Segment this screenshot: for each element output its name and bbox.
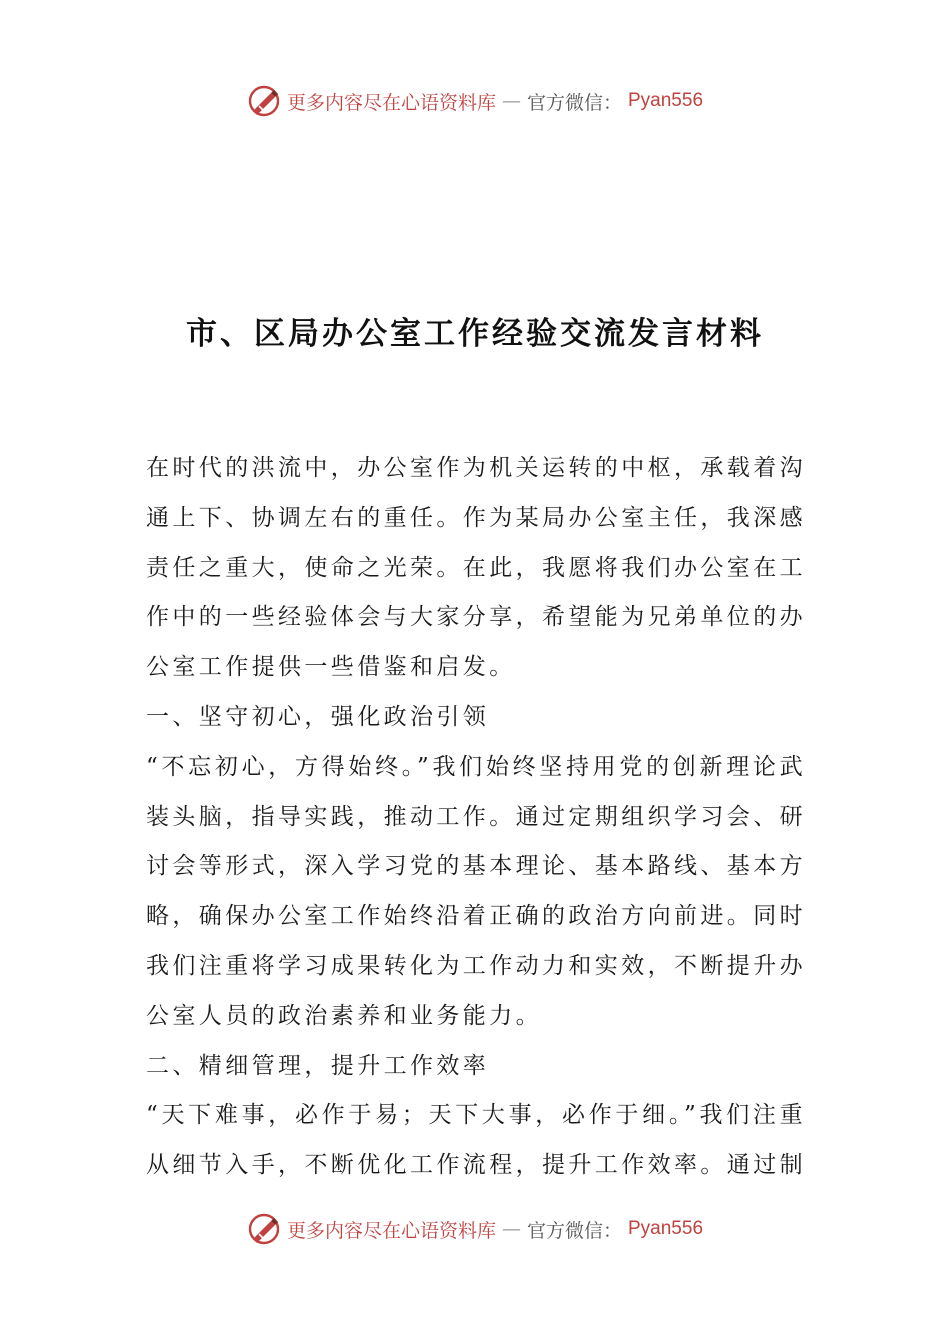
paragraph-section-2: “天下难事，必作于易；天下大事，必作于细。”我们注重从细节入手，不断优化工作流程，提升工作效率。通过制 [146,1102,806,1179]
watermark-sub-text: 官方微信： [526,91,622,114]
pen-logo-icon [247,1212,281,1246]
paragraph-intro: 在时代的洪流中，办公室作为机关运转的中枢，承载着沟通上下、协调左右的重任。作为某局办公室主任，我深感责任之重大，使命之光荣。在此，我愿将我们办公室在工作中的一些经验体会与大家分享，希望能为兄弟单位的办公室工作提供一些借鉴和启发。 [146,455,806,681]
section-heading-1: 一、坚守初心，强化政治引领 [146,703,490,730]
watermark-dash: — [501,90,521,112]
watermark-main-text: 更多内容尽在心语资料库 [286,1219,496,1242]
watermark-id: Pyan556 [628,1218,704,1239]
section-heading-2: 二、精细管理，提升工作效率 [146,1052,490,1079]
footer-watermark [0,1212,950,1246]
watermark-main-text: 更多内容尽在心语资料库 [286,91,496,114]
watermark-sub-text: 官方微信： [526,1219,622,1242]
watermark-dash: — [501,1218,521,1240]
watermark-id: Pyan556 [628,90,704,111]
pen-logo-icon [247,84,281,118]
document-body [146,444,806,1191]
document-title: 市、区局办公室工作经验交流发言材料 [186,316,764,352]
header-watermark [0,84,950,118]
paragraph-section-1: “不忘初心，方得始终。”我们始终坚持用党的创新理论武装头脑，指导实践，推动工作。通过定期组织学习会、研讨会等形式，深入学习党的基本理论、基本路线、基本方略，确保办公室工作始终沿着正确的政治方向前进。同时我们注重将学习成果转化为工作动力和实效，不断提升办公室人员的政治素养和业务能力。 [146,753,806,1029]
